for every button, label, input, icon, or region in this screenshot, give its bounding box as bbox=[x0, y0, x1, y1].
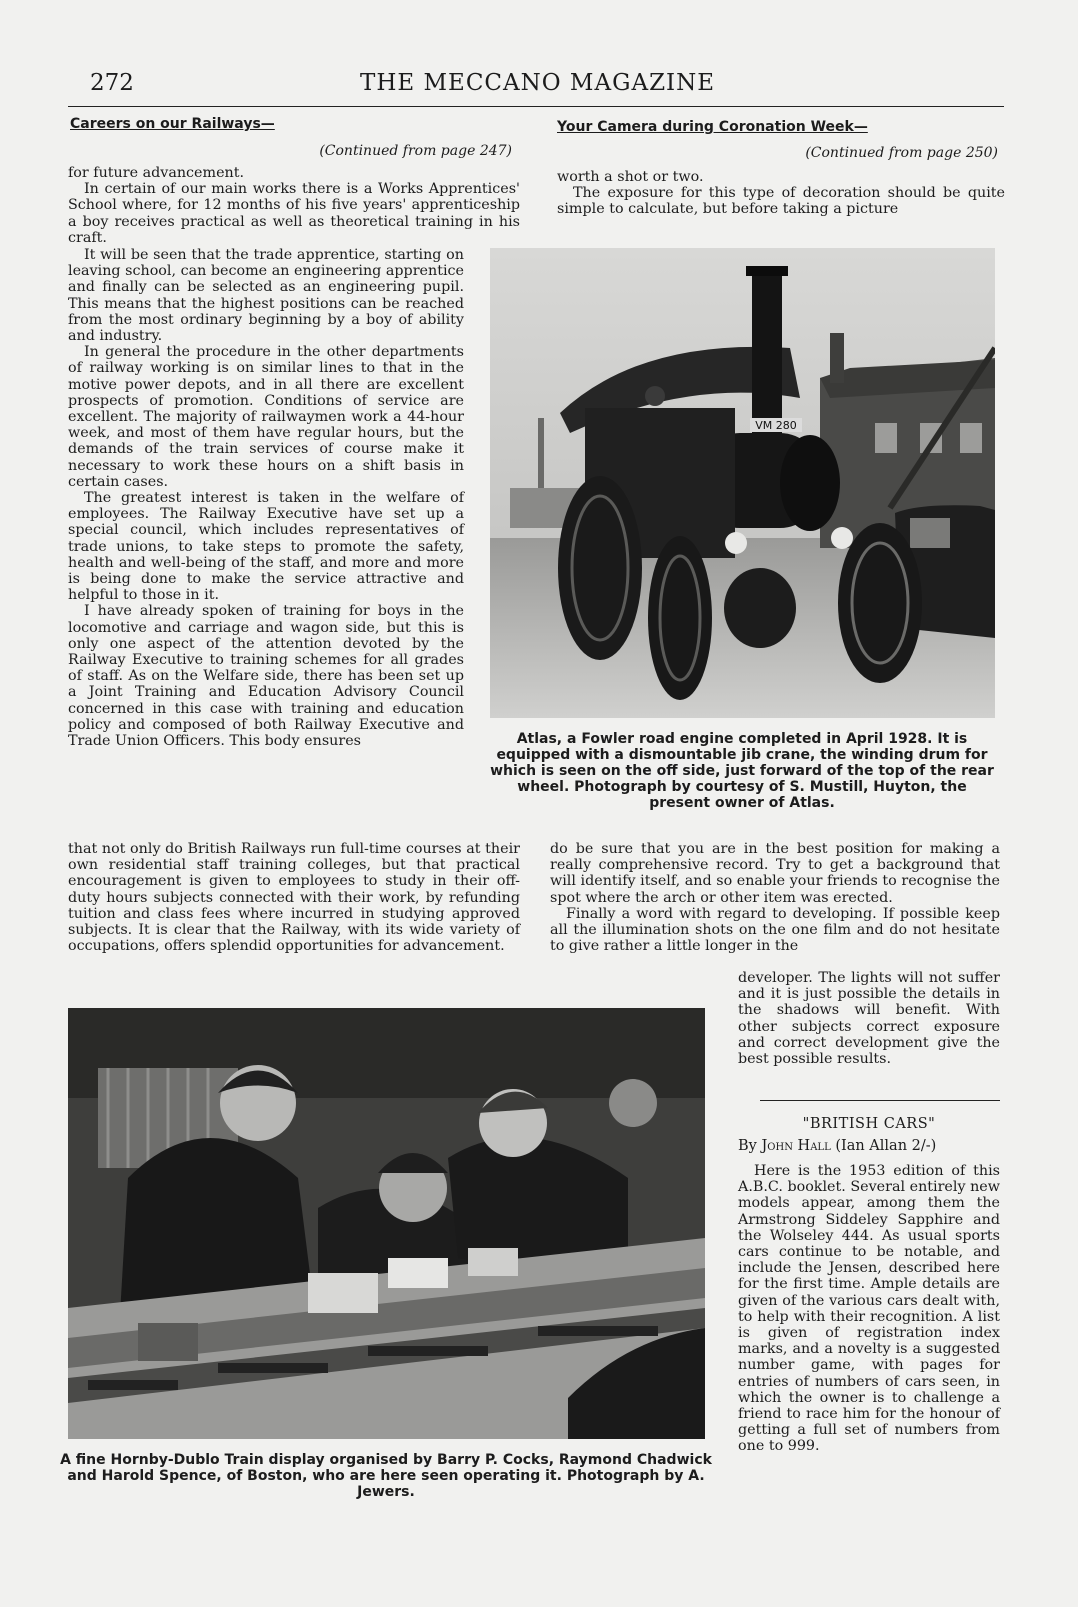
camera-closing-text bbox=[738, 970, 1000, 1067]
careers-paragraph: In general the procedure in the other departments of railway working is on similar lines to that in the motive power depots, and in all there are excellent prospects of promotion. Conditions of service are excellent. The majority of railwaymen work a 44-hour week, and most of them have regular hours, but the demands of the train services of course make it necessary to work these hours on a shift basis in certain cases. bbox=[68, 344, 464, 490]
header-rule bbox=[68, 106, 1004, 107]
camera-paragraph: developer. The lights will not suffer and it is just possible the details in the shadows will benefit. With other subjects correct exposure and correct development give the best possible results. bbox=[738, 970, 1000, 1068]
train-photo-caption: A fine Hornby-Dublo Train display organised by Barry P. Cocks, Raymond Chadwick and Harold Spence, of Boston, who are here seen operating it. Photograph by A. Jewers. bbox=[60, 1452, 712, 1500]
train-layout-photo bbox=[68, 1008, 705, 1439]
camera-paragraph: The exposure for this type of decoration should be quite simple to calculate, but before taking a picture bbox=[557, 185, 1005, 218]
book-review-text bbox=[738, 1163, 1000, 1455]
review-divider bbox=[760, 1100, 1000, 1101]
book-review-title: "BRITISH CARS" bbox=[802, 1116, 936, 1132]
byline-publisher: (Ian Allan 2/-) bbox=[830, 1138, 937, 1154]
careers-continued-note: (Continued from page 247) bbox=[319, 143, 512, 159]
careers-intro-text bbox=[68, 165, 520, 246]
camera-mid-text bbox=[550, 841, 1000, 954]
careers-paragraph: The greatest interest is taken in the welfare of employees. The Railway Executive have set up a special council, which includes representatives of trade unions, to take steps to promote the safety, health and well-being of the staff, and more and more is being done to make the service attractive and helpful to those in it. bbox=[68, 490, 464, 604]
traction-engine-illustration bbox=[490, 248, 995, 718]
registration-plate: VM 280 bbox=[755, 419, 797, 432]
careers-paragraph: In certain of our main works there is a Works Apprentices' School where, for 12 months of his five years' apprenticeship a boy receives practical as well as theoretical training in his craft. bbox=[68, 181, 520, 246]
book-author: John Hall bbox=[761, 1138, 831, 1154]
careers-paragraph: that not only do British Railways run full-time courses at their own residential staff training colleges, but that practical encouragement is given to employees to study in their off-duty hours subjects connected with their work, by refunding tuition and class fees where incurred in studying approved subjects. It is clear that the Railway, with its wide variety of occupations, offers splendid opportunities for advancement. bbox=[68, 841, 520, 955]
train-layout-illustration bbox=[68, 1008, 705, 1439]
camera-paragraph: worth a shot or two. bbox=[557, 169, 704, 185]
careers-paragraph: I have already spoken of training for boys in the locomotive and carriage and wagon side, but this is only one aspect of the attention devoted by the Railway Executive to training schemes for all grades of staff. As on the Welfare side, there has been set up a Joint Training and Education Advisory Council concerned in this case with training and education policy and composed of both Railway Executive and Trade Union Officers. This body ensures bbox=[68, 603, 464, 750]
careers-heading: Careers on our Railways— bbox=[70, 116, 275, 132]
camera-paragraph: do be sure that you are in the best position for making a really comprehensive record. Try to get a background that will identify itself, and so enable your friends to recognise the spot where the arch or other item was erected. bbox=[550, 841, 1000, 906]
book-review-paragraph: Here is the 1953 edition of this A.B.C. booklet. Several entirely new models appear, among them the Armstrong Siddeley Sapphire and the Wolseley 444. As usual sports cars continue to be notable, and include the Jensen, described here for the first time. Ample details are given of the various cars dealt with, to help with their recognition. A list is given of registration index marks, and a novelty is a suggested number game, with pages for entries of numbers of cars seen, in which the owner is to challenge a friend to race him for the honour of getting a full set of numbers from one to 999. bbox=[738, 1163, 1000, 1455]
page-number: 272 bbox=[90, 70, 134, 96]
traction-engine-photo bbox=[490, 248, 995, 718]
camera-continued-note: (Continued from page 250) bbox=[805, 145, 998, 161]
careers-paragraph: for future advancement. bbox=[68, 165, 245, 181]
camera-heading: Your Camera during Coronation Week— bbox=[557, 119, 868, 135]
camera-intro-text bbox=[557, 169, 1005, 218]
engine-photo-caption: Atlas, a Fowler road engine completed in April 1928. It is equipped with a dismountable jib crane, the winding drum for which is seen on the off side, just forward of the top of the rear wheel. Photograph by courtesy of S. Mustill, Huyton, the present owner of Atlas. bbox=[490, 731, 994, 811]
book-review-byline bbox=[738, 1138, 1006, 1154]
byline-prefix: By bbox=[738, 1138, 762, 1154]
careers-paragraph: It will be seen that the trade apprentice, starting on leaving school, can become an engineering apprentice and finally can be selected as an engineering pupil. This means that the highest positions can be reached from the most ordinary beginning by a boy of ability and industry. bbox=[68, 247, 464, 345]
careers-narrow-column bbox=[68, 247, 464, 749]
magazine-title: THE MECCANO MAGAZINE bbox=[360, 70, 716, 96]
camera-paragraph: Finally a word with regard to developing. If possible keep all the illumination shots on the one film and do not hesitate to give rather a little longer in the bbox=[550, 905, 1000, 955]
careers-closing-text bbox=[68, 841, 520, 954]
